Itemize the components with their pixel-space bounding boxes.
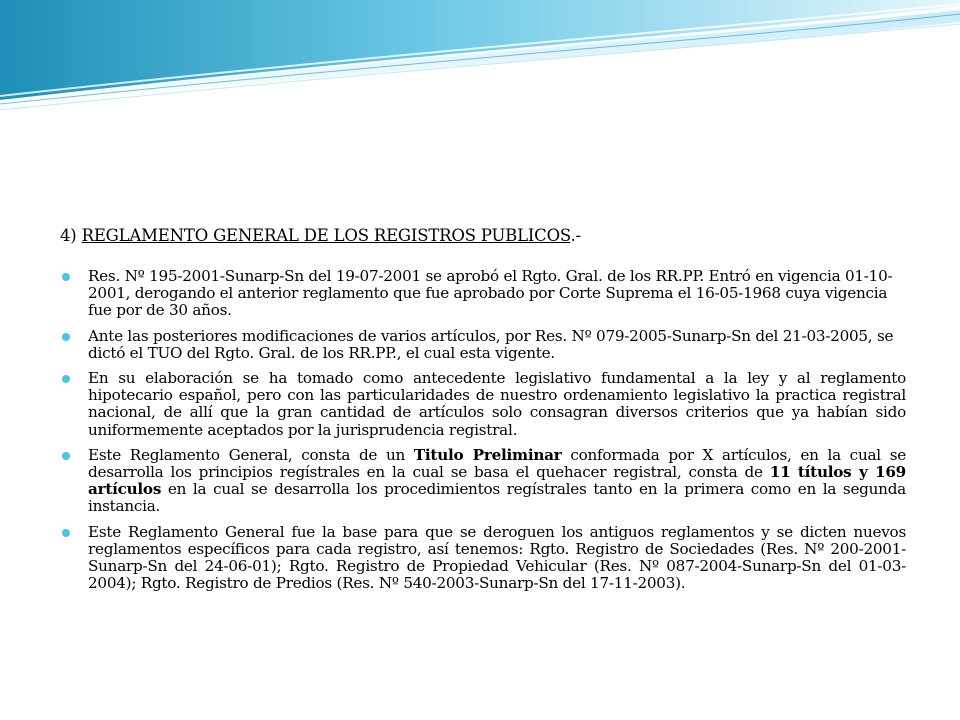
list-item-text-part: en la cual se desarrolla los procedimientos regístrales tanto en la primera como en la segunda instancia. bbox=[88, 480, 906, 516]
bullet-icon bbox=[62, 273, 70, 281]
bullet-icon bbox=[62, 375, 70, 383]
list-item-text: Este Reglamento General fue la base para que se deroguen los antiguos reglamentos y se dicten nuevos reglamentos específicos para cada registro, así tenemos: Rgto. Registro de Sociedades (Res. Nº 200-2001-Sunarp-Sn del 24-06-01); Rgto. Registro de Propiedad Vehicular (Res. Nº 087-2004-Sunarp-Sn del 01-03-2004); Rgto. Registro de Predios (Res. Nº 540-2003-Sunarp-Sn del 17-11-2003). bbox=[88, 522, 906, 593]
list-item-bold-text: 11 títulos y 169 artículos bbox=[88, 463, 906, 499]
header-wave-decoration bbox=[0, 0, 960, 130]
list-item bbox=[60, 328, 906, 362]
section-heading bbox=[60, 226, 906, 246]
list-item-text: En su elaboración se ha tomado como antecedente legislativo fundamental a la ley y al reglamento hipotecario español, pero con las particularidades de nuestro ordenamiento legislativo la practica registral nacional, de allí que la gran cantidad de artículos solo consagran diversos criterios que ya habían sido uniformemente aceptados por la jurisprudencia registral. bbox=[88, 369, 906, 439]
slide-content bbox=[60, 226, 906, 600]
bullet-icon bbox=[62, 452, 70, 460]
list-item bbox=[60, 524, 906, 593]
bullet-list bbox=[60, 268, 906, 592]
list-item bbox=[60, 268, 906, 320]
bullet-icon bbox=[62, 529, 70, 537]
heading-number: 4) bbox=[60, 226, 77, 245]
heading-title: REGLAMENTO GENERAL DE LOS REGISTROS PUBLICOS bbox=[81, 226, 571, 245]
list-item bbox=[60, 370, 906, 439]
list-item bbox=[60, 447, 906, 516]
heading-suffix: .- bbox=[570, 226, 581, 245]
list-item-text-part: conformada por X artículos, en la cual se desarrolla los principios regístrales en la cual se basa el quehacer registral, consta de bbox=[88, 445, 906, 482]
list-item-bold-text: Titulo Preliminar bbox=[413, 445, 562, 464]
list-item-text: Res. Nº 195-2001-Sunarp-Sn del 19-07-2001 se aprobó el Rgto. Gral. de los RR.PP. Entró en vigencia 01-10-2001, derogando el anterior reglamento que fue aprobado por Corte Suprema el 16-05-1968 cuya vigencia fue por de 30 años. bbox=[88, 267, 893, 320]
bullet-icon bbox=[62, 333, 70, 341]
list-item-text-part: Este Reglamento General, consta de un bbox=[88, 445, 414, 464]
list-item-text: Ante las posteriores modificaciones de varios artículos, por Res. Nº 079-2005-Sunarp-Sn del 21-03-2005, se dictó el TUO del Rgto. Gral. de los RR.PP., el cual esta vigente. bbox=[88, 326, 894, 362]
